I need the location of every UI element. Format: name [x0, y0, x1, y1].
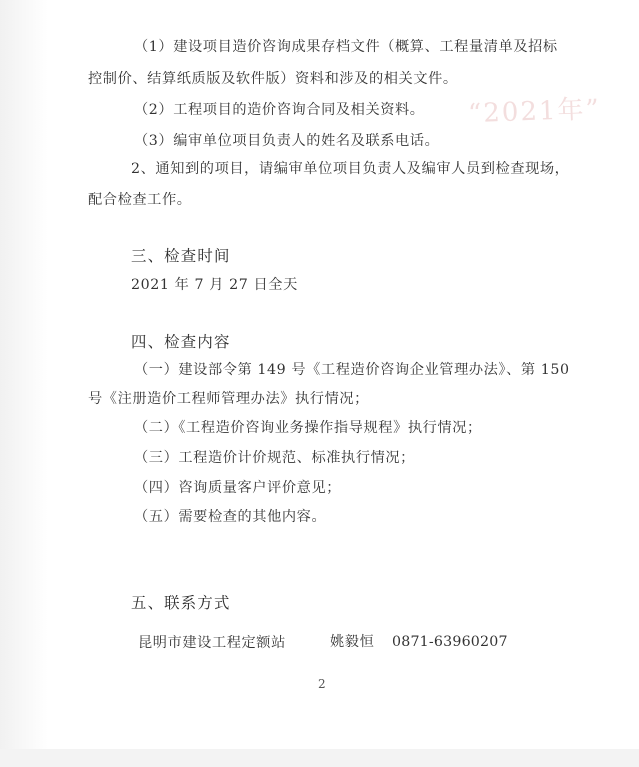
section-3-heading: 三、检查时间: [131, 247, 231, 265]
contact-phone: 0871-63960207: [392, 634, 508, 650]
paragraph-line-3: （2）工程项目的造价咨询合同及相关资料。: [134, 102, 425, 118]
scan-shadow-left: [0, 0, 48, 767]
paragraph-line-2: 控制价、结算纸质版及软件版）资料和涉及的相关文件。: [88, 71, 458, 87]
scan-shadow-bottom: [0, 749, 639, 767]
contact-organization: 昆明市建设工程定额站: [138, 635, 286, 651]
section-4-heading: 四、检查内容: [131, 333, 231, 351]
paragraph-line-5: 2、通知到的项目，请编审单位项目负责人及编审人员到检查现场，: [131, 161, 570, 177]
paragraph-line-4: （3）编审单位项目负责人的姓名及联系电话。: [134, 133, 440, 149]
content-item-4: （四）咨询质量客户评价意见；: [134, 480, 342, 496]
content-item-3: （三）工程造价计价规范、标准执行情况；: [134, 450, 415, 466]
content-item-2: （二）《工程造价咨询业务操作指导规程》执行情况；: [134, 420, 482, 436]
paragraph-line-6: 配合检查工作。: [88, 192, 192, 208]
inspection-date: 2021 年 7 月 27 日全天: [131, 277, 298, 293]
contact-name: 姚毅恒: [330, 634, 375, 650]
content-item-1: （一）建设部令第 149 号《工程造价咨询企业管理办法》、第 150: [134, 362, 570, 378]
content-item-1-cont: 号《注册造价工程师管理办法》执行情况；: [88, 391, 369, 407]
page-number: 2: [318, 677, 327, 691]
faded-stamp-watermark: “2021年”: [467, 94, 602, 130]
section-5-heading: 五、联系方式: [131, 594, 231, 612]
content-item-5: （五）需要检查的其他内容。: [134, 509, 327, 525]
paragraph-line-1: （1）建设项目造价咨询成果存档文件（概算、工程量清单及招标: [134, 39, 558, 55]
